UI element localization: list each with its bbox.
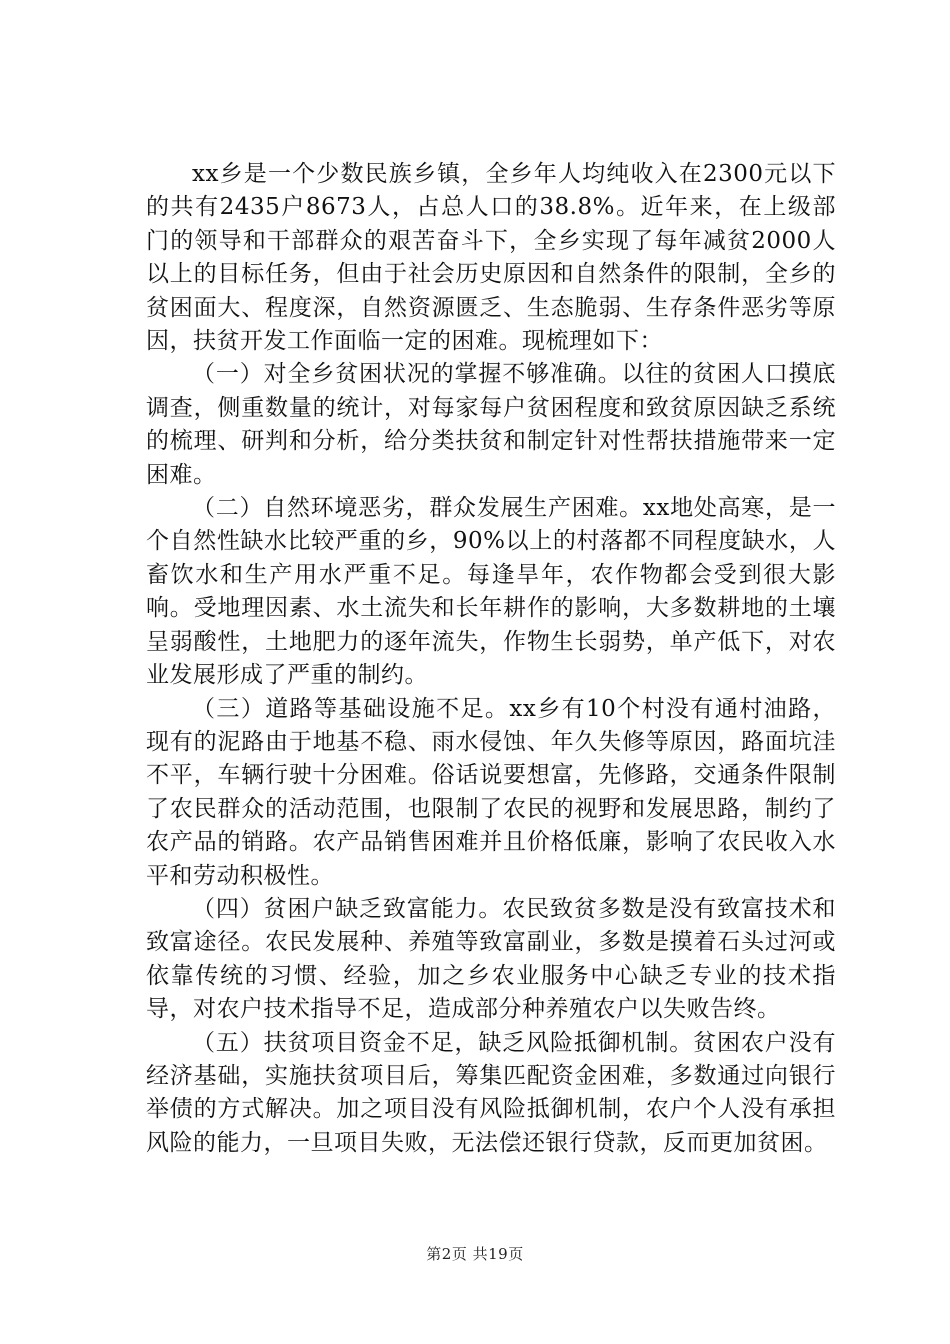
paragraph-intro: xx乡是一个少数民族乡镇，全乡年人均纯收入在2300元以下的共有2435户8673人，占总人口的38.8%。近年来，在上级部门的领导和干部群众的艰苦奋斗下，全乡实现了每年减贫2000人以上的目标任务，但由于社会历史原因和自然条件的限制，全乡的贫困面大、程度深，自然资源匮乏、生态脆弱、生存条件恶劣等原因，扶贫开发工作面临一定的困难。现梳理如下： bbox=[146, 161, 836, 355]
paragraph-item-2: （二）自然环境恶劣，群众发展生产困难。xx地处高寒，是一个自然性缺水比较严重的乡，90%以上的村落都不同程度缺水，人畜饮水和生产用水严重不足。每逢旱年，农作物都会受到很大影响。受地理因素、水土流失和长年耕作的影响，大多数耕地的土壤呈弱酸性，土地肥力的逐年流失，作物生长弱势，单产低下，对农业发展形成了严重的制约。 bbox=[146, 495, 836, 689]
paragraph-item-5: （五）扶贫项目资金不足，缺乏风险抵御机制。贫困农户没有经济基础，实施扶贫项目后，筹集匹配资金困难，多数通过向银行举债的方式解决。加之项目没有风险抵御机制，农户个人没有承担风险的能力，一旦项目失败，无法偿还银行贷款，反而更加贫困。 bbox=[146, 1029, 836, 1156]
document-body bbox=[146, 158, 836, 1160]
paragraph-item-3: （三）道路等基础设施不足。xx乡有10个村没有通村油路，现有的泥路由于地基不稳、雨水侵蚀、年久失修等原因，路面坑洼不平，车辆行驶十分困难。俗话说要想富，先修路，交通条件限制了农民群众的活动范围，也限制了农民的视野和发展思路，制约了农产品的销路。农产品销售困难并且价格低廉，影响了农民收入水平和劳动积极性。 bbox=[146, 695, 836, 889]
page-footer: 第2页 共19页 bbox=[426, 1245, 524, 1263]
paragraph-item-4: （四）贫困户缺乏致富能力。农民致贫多数是没有致富技术和致富途径。农民发展种、养殖等致富副业，多数是摸着石头过河或依靠传统的习惯、经验，加之乡农业服务中心缺乏专业的技术指导，对农户技术指导不足，造成部分种养殖农户以失败告终。 bbox=[146, 895, 836, 1023]
paragraph-item-1: （一）对全乡贫困状况的掌握不够准确。以往的贫困人口摸底调查，侧重数量的统计，对每家每户贫困程度和致贫原因缺乏系统的梳理、研判和分析，给分类扶贫和制定针对性帮扶措施带来一定困难。 bbox=[146, 361, 836, 488]
